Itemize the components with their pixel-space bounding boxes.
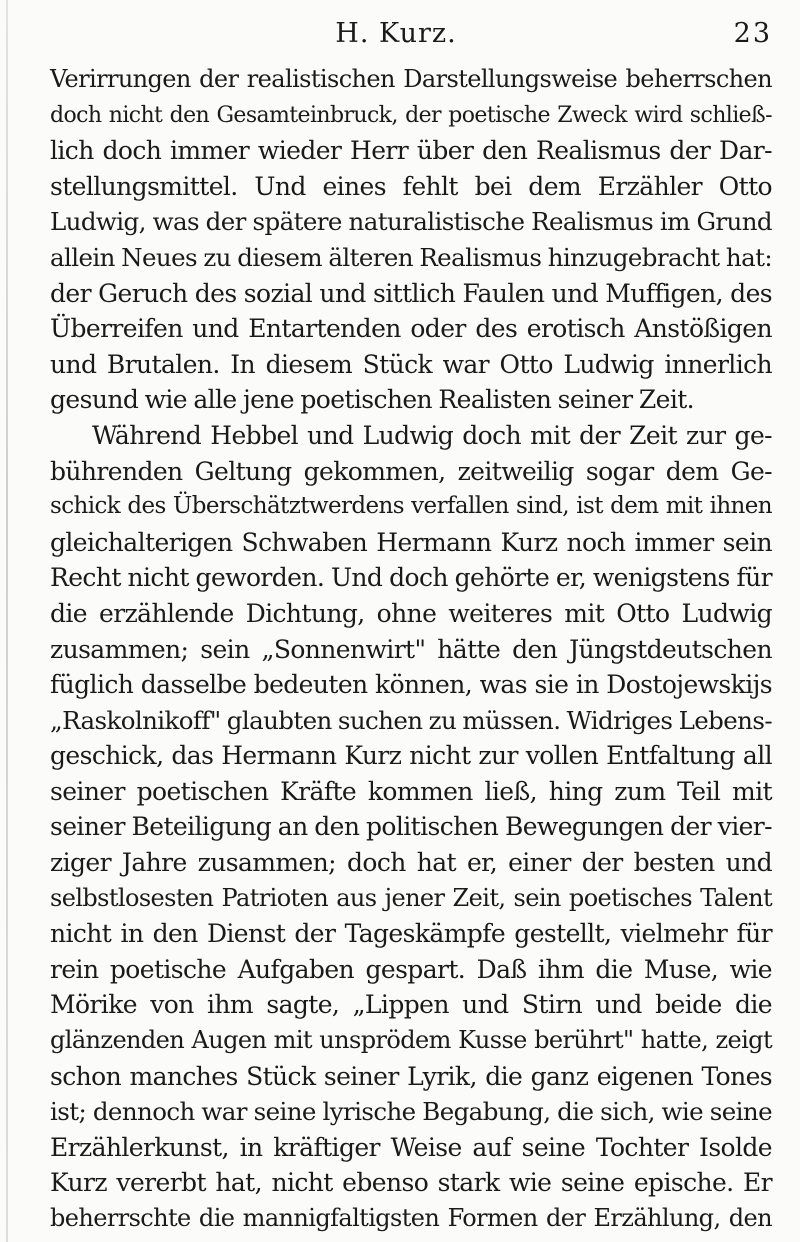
text-line: Erzählerkunst, in kräftiger Weise auf seine Tochter Isolde	[50, 1132, 772, 1162]
page-number: 23	[733, 18, 772, 49]
text-line: Ludwig, was der spätere naturalistische Realismus im Grund	[50, 207, 772, 237]
text-line: gesund wie alle jene poetischen Realisten seiner Zeit.	[50, 385, 695, 415]
text-line: beherrschte die mannigfaltigsten Formen der Erzählung, den	[50, 1204, 772, 1232]
text-line: stellungsmittel. Und eines fehlt bei dem Erzähler Otto	[50, 171, 772, 201]
text-line: ist; dennoch war seine lyrische Begabung, die sich, wie seine	[50, 1097, 772, 1127]
text-line: Verirrungen der realistischen Darstellungsweise beherrschen	[50, 65, 772, 93]
text-line: Überreifen und Entartenden oder des erotisch Anstößigen	[50, 314, 772, 344]
text-line: ziger Jahre zusammen; doch hat er, einer der besten und	[50, 848, 772, 878]
running-title: H. Kurz.	[335, 18, 457, 49]
text-line: selbstlosesten Patrioten aus jener Zeit, sein poetisches Talent	[50, 883, 772, 912]
text-line: lich doch immer wieder Herr über den Realismus der Dar-	[50, 136, 772, 166]
text-line: gleichalterigen Schwaben Hermann Kurz noch immer sein	[50, 527, 772, 557]
text-line: Kurz vererbt hat, nicht ebenso stark wie seine epische. Er	[50, 1168, 772, 1198]
text-line: und Brutalen. In diesem Stück war Otto Ludwig innerlich	[50, 349, 772, 379]
text-line: seiner poetischen Kräfte kommen ließ, hing zum Teil mit	[50, 776, 772, 806]
text-line: doch nicht den Gesamteinbruck, der poetische Zweck wird schließ-	[50, 102, 772, 128]
text-line: schick des Überschätztwerdens verfallen sind, ist dem mit ihnen	[50, 493, 772, 520]
text-line: geschick, das Hermann Kurz nicht zur vollen Entfaltung all	[50, 741, 772, 771]
text-line: allein Neues zu diesem älteren Realismus hinzugebracht hat:	[50, 242, 772, 272]
text-line: nicht in den Dienst der Tageskämpfe gestellt, vielmehr für	[50, 919, 772, 949]
text-line: füglich dasselbe bedeuten können, was sie in Dostojewskijs	[50, 670, 772, 700]
body-text	[50, 62, 772, 1237]
text-line: Während Hebbel und Ludwig doch mit der Zeit zur ge-	[92, 420, 772, 450]
page-gutter-edge	[6, 0, 8, 1242]
text-line: schon manches Stück seiner Lyrik, die ganz eigenen Tones	[50, 1061, 772, 1091]
text-line: Mörike von ihm sagte, „Lippen und Stirn und beide die	[50, 990, 772, 1020]
text-line: seiner Beteiligung an den politischen Bewegungen der vier-	[50, 812, 772, 842]
text-line: rein poetische Aufgaben gespart. Daß ihm die Muse, wie	[50, 954, 772, 984]
text-line: der Geruch des sozial und sittlich Faulen und Muffigen, des	[50, 278, 772, 308]
text-line: Recht nicht geworden. Und doch gehörte er, wenigstens für	[50, 563, 772, 593]
text-line: glänzenden Augen mit unsprödem Kusse berührt" hatte, zeigt	[50, 1026, 772, 1055]
text-line: die erzählende Dichtung, ohne weiteres mit Otto Ludwig	[50, 598, 772, 628]
text-line: bührenden Geltung gekommen, zeitweilig sogar dem Ge-	[50, 456, 772, 486]
text-line: zusammen; sein „Sonnenwirt" hätte den Jüngstdeutschen	[50, 634, 772, 664]
running-head	[20, 14, 772, 54]
text-line: „Raskolnikoff" glaubten suchen zu müssen. Widriges Lebens-	[50, 705, 772, 735]
